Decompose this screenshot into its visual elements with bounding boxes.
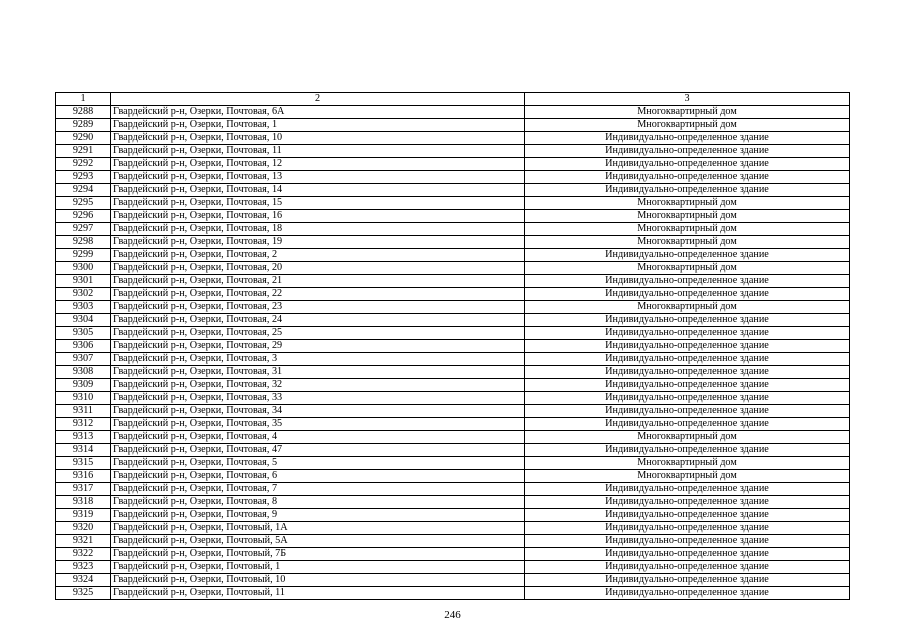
building-type-cell: Многоквартирный дом: [525, 301, 850, 314]
building-type-cell: Многоквартирный дом: [525, 106, 850, 119]
address-cell: Гвардейский р-н, Озерки, Почтовая, 32: [111, 379, 525, 392]
address-cell: Гвардейский р-н, Озерки, Почтовая, 31: [111, 366, 525, 379]
record-number-cell: 9293: [56, 171, 111, 184]
table-row: [56, 119, 850, 132]
record-number-cell: 9321: [56, 535, 111, 548]
table-row: [56, 405, 850, 418]
building-type-cell: Индивидуально-определенное здание: [525, 275, 850, 288]
building-register-table: [55, 92, 850, 600]
address-cell: Гвардейский р-н, Озерки, Почтовая, 35: [111, 418, 525, 431]
page-number: 246: [444, 609, 461, 621]
building-type-cell: Многоквартирный дом: [525, 262, 850, 275]
table-row: [56, 262, 850, 275]
building-type-cell: Индивидуально-определенное здание: [525, 379, 850, 392]
table-row: [56, 340, 850, 353]
building-type-cell: Индивидуально-определенное здание: [525, 574, 850, 587]
address-cell: Гвардейский р-н, Озерки, Почтовая, 9: [111, 509, 525, 522]
address-cell: Гвардейский р-н, Озерки, Почтовая, 20: [111, 262, 525, 275]
address-cell: Гвардейский р-н, Озерки, Почтовый, 1: [111, 561, 525, 574]
table-row: [56, 171, 850, 184]
building-type-cell: Индивидуально-определенное здание: [525, 496, 850, 509]
address-cell: Гвардейский р-н, Озерки, Почтовая, 6А: [111, 106, 525, 119]
record-number-cell: 9325: [56, 587, 111, 600]
address-cell: Гвардейский р-н, Озерки, Почтовый, 7Б: [111, 548, 525, 561]
address-cell: Гвардейский р-н, Озерки, Почтовый, 10: [111, 574, 525, 587]
record-number-cell: 9304: [56, 314, 111, 327]
building-type-cell: Многоквартирный дом: [525, 119, 850, 132]
address-cell: Гвардейский р-н, Озерки, Почтовая, 12: [111, 158, 525, 171]
building-type-cell: Индивидуально-определенное здание: [525, 548, 850, 561]
record-number-cell: 9319: [56, 509, 111, 522]
address-cell: Гвардейский р-н, Озерки, Почтовая, 4: [111, 431, 525, 444]
building-type-cell: Индивидуально-определенное здание: [525, 145, 850, 158]
building-type-cell: Индивидуально-определенное здание: [525, 444, 850, 457]
record-number-cell: 9307: [56, 353, 111, 366]
building-type-cell: Индивидуально-определенное здание: [525, 561, 850, 574]
address-cell: Гвардейский р-н, Озерки, Почтовый, 5А: [111, 535, 525, 548]
building-type-cell: Индивидуально-определенное здание: [525, 418, 850, 431]
building-type-cell: Индивидуально-определенное здание: [525, 184, 850, 197]
record-number-cell: 9318: [56, 496, 111, 509]
address-cell: Гвардейский р-н, Озерки, Почтовая, 18: [111, 223, 525, 236]
building-type-cell: Индивидуально-определенное здание: [525, 522, 850, 535]
building-type-cell: Многоквартирный дом: [525, 223, 850, 236]
building-type-cell: Индивидуально-определенное здание: [525, 509, 850, 522]
building-type-cell: Многоквартирный дом: [525, 470, 850, 483]
record-number-cell: 9323: [56, 561, 111, 574]
record-number-cell: 9303: [56, 301, 111, 314]
building-type-cell: Многоквартирный дом: [525, 457, 850, 470]
record-number-cell: 9320: [56, 522, 111, 535]
table-row: [56, 418, 850, 431]
record-number-cell: 9306: [56, 340, 111, 353]
record-number-cell: 9324: [56, 574, 111, 587]
address-cell: Гвардейский р-н, Озерки, Почтовая, 23: [111, 301, 525, 314]
table-row: [56, 158, 850, 171]
table-row: [56, 353, 850, 366]
building-type-cell: Индивидуально-определенное здание: [525, 158, 850, 171]
building-type-cell: Индивидуально-определенное здание: [525, 353, 850, 366]
address-cell: Гвардейский р-н, Озерки, Почтовая, 10: [111, 132, 525, 145]
address-cell: Гвардейский р-н, Озерки, Почтовый, 1А: [111, 522, 525, 535]
table-row: [56, 197, 850, 210]
column-header-2: 2: [111, 93, 525, 106]
table-row: [56, 548, 850, 561]
record-number-cell: 9290: [56, 132, 111, 145]
record-number-cell: 9300: [56, 262, 111, 275]
address-cell: Гвардейский р-н, Озерки, Почтовый, 11: [111, 587, 525, 600]
address-cell: Гвардейский р-н, Озерки, Почтовая, 29: [111, 340, 525, 353]
record-number-cell: 9311: [56, 405, 111, 418]
address-cell: Гвардейский р-н, Озерки, Почтовая, 8: [111, 496, 525, 509]
building-type-cell: Индивидуально-определенное здание: [525, 587, 850, 600]
record-number-cell: 9322: [56, 548, 111, 561]
table-row: [56, 249, 850, 262]
record-number-cell: 9295: [56, 197, 111, 210]
address-cell: Гвардейский р-н, Озерки, Почтовая, 3: [111, 353, 525, 366]
table-row: [56, 444, 850, 457]
building-type-cell: Индивидуально-определенное здание: [525, 132, 850, 145]
building-type-cell: Многоквартирный дом: [525, 236, 850, 249]
building-type-cell: Индивидуально-определенное здание: [525, 340, 850, 353]
record-number-cell: 9302: [56, 288, 111, 301]
record-number-cell: 9289: [56, 119, 111, 132]
record-number-cell: 9301: [56, 275, 111, 288]
address-cell: Гвардейский р-н, Озерки, Почтовая, 19: [111, 236, 525, 249]
address-cell: Гвардейский р-н, Озерки, Почтовая, 2: [111, 249, 525, 262]
address-cell: Гвардейский р-н, Озерки, Почтовая, 24: [111, 314, 525, 327]
table-row: [56, 314, 850, 327]
column-header-3: 3: [525, 93, 850, 106]
table-row: [56, 483, 850, 496]
address-cell: Гвардейский р-н, Озерки, Почтовая, 25: [111, 327, 525, 340]
address-cell: Гвардейский р-н, Озерки, Почтовая, 15: [111, 197, 525, 210]
building-type-cell: Индивидуально-определенное здание: [525, 327, 850, 340]
building-type-cell: Индивидуально-определенное здание: [525, 366, 850, 379]
table-row: [56, 587, 850, 600]
table-row: [56, 132, 850, 145]
record-number-cell: 9314: [56, 444, 111, 457]
table-row: [56, 470, 850, 483]
address-cell: Гвардейский р-н, Озерки, Почтовая, 13: [111, 171, 525, 184]
record-number-cell: 9288: [56, 106, 111, 119]
address-cell: Гвардейский р-н, Озерки, Почтовая, 33: [111, 392, 525, 405]
building-type-cell: Индивидуально-определенное здание: [525, 171, 850, 184]
table-row: [56, 457, 850, 470]
table-row: [56, 509, 850, 522]
record-number-cell: 9298: [56, 236, 111, 249]
table-row: [56, 236, 850, 249]
table-row: [56, 288, 850, 301]
record-number-cell: 9291: [56, 145, 111, 158]
address-cell: Гвардейский р-н, Озерки, Почтовая, 47: [111, 444, 525, 457]
building-type-cell: Индивидуально-определенное здание: [525, 535, 850, 548]
building-type-cell: Индивидуально-определенное здание: [525, 288, 850, 301]
table-row: [56, 210, 850, 223]
record-number-cell: 9309: [56, 379, 111, 392]
record-number-cell: 9308: [56, 366, 111, 379]
table-row: [56, 431, 850, 444]
building-type-cell: Многоквартирный дом: [525, 210, 850, 223]
table-body: [56, 93, 850, 600]
record-number-cell: 9296: [56, 210, 111, 223]
table-row: [56, 561, 850, 574]
table-row: [56, 301, 850, 314]
table-header-row: [56, 93, 850, 106]
building-type-cell: Индивидуально-определенное здание: [525, 249, 850, 262]
table-row: [56, 522, 850, 535]
record-number-cell: 9297: [56, 223, 111, 236]
record-number-cell: 9317: [56, 483, 111, 496]
table-row: [56, 184, 850, 197]
table-row: [56, 106, 850, 119]
building-type-cell: Индивидуально-определенное здание: [525, 314, 850, 327]
record-number-cell: 9299: [56, 249, 111, 262]
record-number-cell: 9310: [56, 392, 111, 405]
address-cell: Гвардейский р-н, Озерки, Почтовая, 11: [111, 145, 525, 158]
table-row: [56, 145, 850, 158]
table-row: [56, 535, 850, 548]
table-row: [56, 327, 850, 340]
table-row: [56, 275, 850, 288]
table-row: [56, 366, 850, 379]
table-row: [56, 379, 850, 392]
column-header-1: 1: [56, 93, 111, 106]
record-number-cell: 9305: [56, 327, 111, 340]
record-number-cell: 9292: [56, 158, 111, 171]
address-cell: Гвардейский р-н, Озерки, Почтовая, 14: [111, 184, 525, 197]
building-type-cell: Индивидуально-определенное здание: [525, 483, 850, 496]
record-number-cell: 9312: [56, 418, 111, 431]
record-number-cell: 9294: [56, 184, 111, 197]
address-cell: Гвардейский р-н, Озерки, Почтовая, 1: [111, 119, 525, 132]
table-row: [56, 496, 850, 509]
address-cell: Гвардейский р-н, Озерки, Почтовая, 21: [111, 275, 525, 288]
record-number-cell: 9313: [56, 431, 111, 444]
table-row: [56, 574, 850, 587]
address-cell: Гвардейский р-н, Озерки, Почтовая, 7: [111, 483, 525, 496]
address-cell: Гвардейский р-н, Озерки, Почтовая, 6: [111, 470, 525, 483]
building-type-cell: Многоквартирный дом: [525, 197, 850, 210]
address-cell: Гвардейский р-н, Озерки, Почтовая, 16: [111, 210, 525, 223]
address-cell: Гвардейский р-н, Озерки, Почтовая, 5: [111, 457, 525, 470]
building-type-cell: Индивидуально-определенное здание: [525, 392, 850, 405]
table-row: [56, 223, 850, 236]
address-cell: Гвардейский р-н, Озерки, Почтовая, 34: [111, 405, 525, 418]
building-type-cell: Многоквартирный дом: [525, 431, 850, 444]
record-number-cell: 9316: [56, 470, 111, 483]
address-cell: Гвардейский р-н, Озерки, Почтовая, 22: [111, 288, 525, 301]
table-row: [56, 392, 850, 405]
record-number-cell: 9315: [56, 457, 111, 470]
building-type-cell: Индивидуально-определенное здание: [525, 405, 850, 418]
